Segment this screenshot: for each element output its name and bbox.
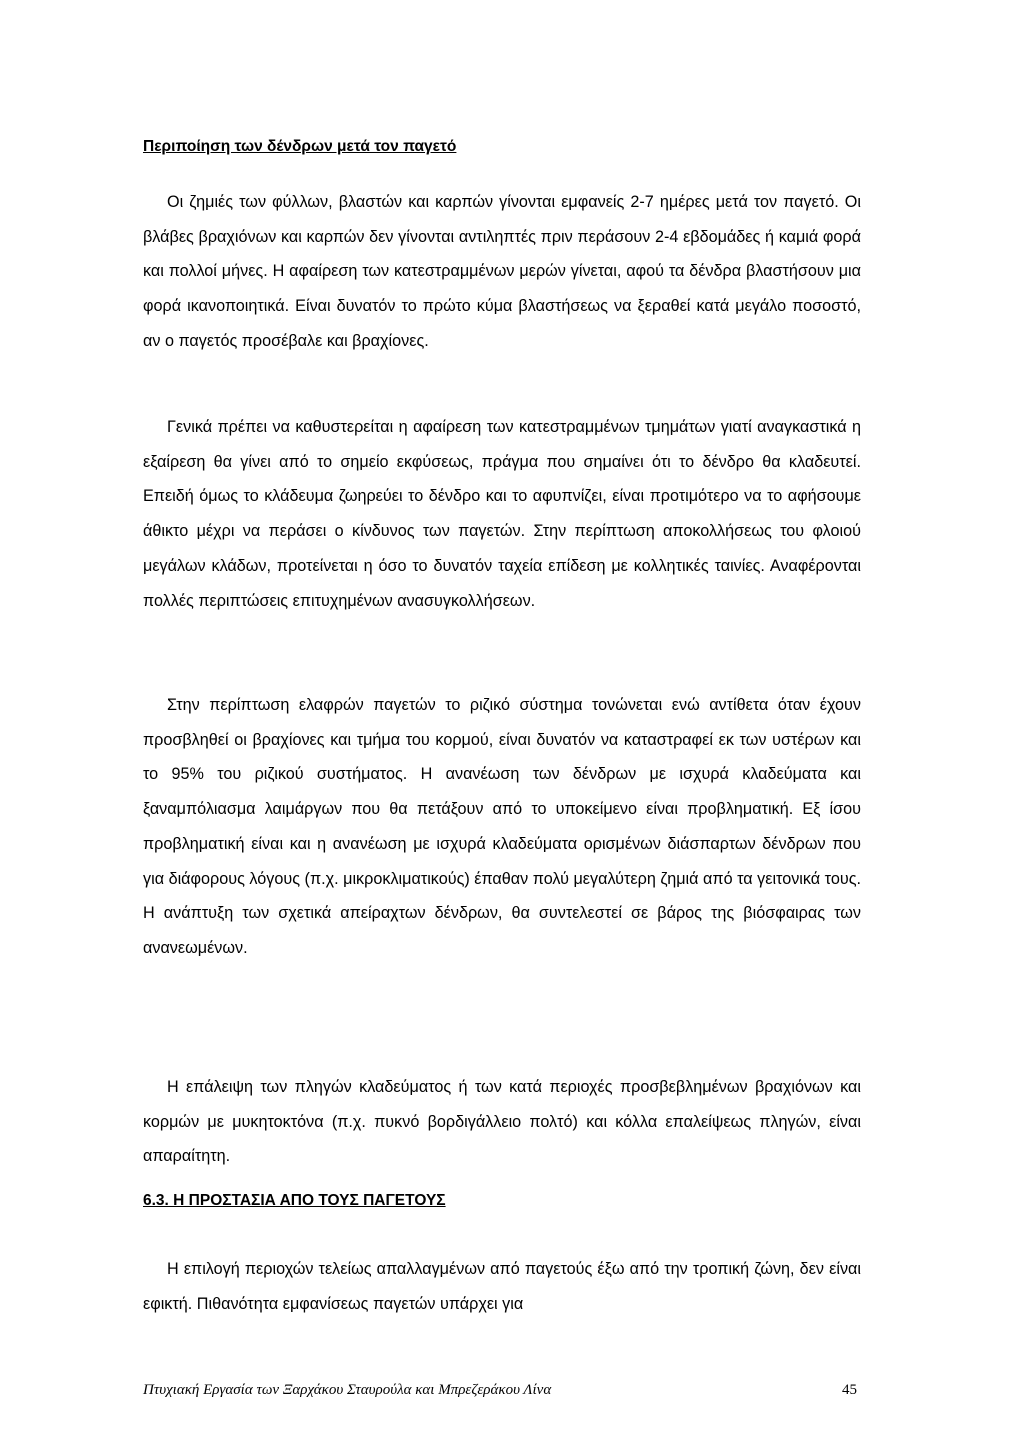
section-heading-protection: 6.3. Η ΠΡΟΣΤΑΣΙΑ ΑΠΟ ΤΟΥΣ ΠΑΓΕΤΟΥΣ	[143, 1192, 446, 1209]
paragraph-frost-damage: Οι ζημιές των φύλλων, βλαστών και καρπών γίνονται εμφανείς 2-7 ημέρες μετά τον παγετό. Οι βλάβες βραχιόνων και καρπών δεν γίνονται αντιληπτές πριν περάσουν 2-4 εβδομάδες ή καμιά φορά και πολλοί μήνες. Η αφαίρεση των κατεστραμμένων μερών γίνεται, αφού τα δένδρα βλαστήσουν μια φορά ικανοποιητικά. Είναι δυνατόν το πρώτο κύμα βλαστήσεως να ξεραθεί κατά μεγάλο ποσοστό, αν ο παγετός προσέβαλε και βραχίονες.	[143, 193, 861, 350]
page-footer	[143, 1382, 857, 1399]
section-title: Περιποίηση των δένδρων μετά τον παγετό	[143, 138, 457, 155]
paragraph-light-frost: Στην περίπτωση ελαφρών παγετών το ριζικό σύστημα τονώνεται ενώ αντίθετα όταν έχουν προσβληθεί οι βραχίονες και τμήμα του κορμού, είναι δυνατόν να καταστραφεί εκ των υστέρων και το 95% του ριζικού συστήματος. Η ανανέωση των δένδρων με ισχυρά κλαδεύματα και ξαναμπόλιασμα λαιμάργων που θα πετάξουν από το υποκείμενο είναι προβληματική. Εξ ίσου προβληματική είναι και η ανανέωση με ισχυρά κλαδεύματα ορισμένων διάσπαρτων δένδρων που για διάφορους λόγους (π.χ. μικροκλιματικούς) έπαθαν πολύ μεγαλύτερη ζημιά από τα γειτονικά τους. Η ανάπτυξη των σχετικά απείραχτων δένδρων, θα συντελεστεί σε βάρος της βιόσφαιρας των ανανεωμένων.	[143, 696, 861, 957]
footer-text: Πτυχιακή Εργασία των Ξαρχάκου Σταυρούλα και Μπρεζεράκου Λίνα	[143, 1382, 552, 1398]
page-number: 45	[842, 1382, 857, 1398]
paragraph-area-selection: Η επιλογή περιοχών τελείως απαλλαγμένων από παγετούς έξω από την τροπική ζώνη, δεν είναι εφικτή. Πιθανότητα εμφανίσεως παγετών υπάρχει για	[143, 1260, 861, 1313]
paragraph-wound-coating: Η επάλειψη των πληγών κλαδεύματος ή των κατά περιοχές προσβεβλημένων βραχιόνων και κορμών με μυκητοκτόνα (π.χ. πυκνό βορδιγάλλειο πολτό) και κόλλα επαλείψεως πληγών, είναι απαραίτητη.	[143, 1078, 861, 1166]
paragraph-delayed-removal: Γενικά πρέπει να καθυστερείται η αφαίρεση των κατεστραμμένων τμημάτων γιατί αναγκαστικά η εξαίρεση θα γίνει από το σημείο εκφύσεως, πράγμα που σημαίνει ότι το δένδρο θα κλαδευτεί. Επειδή όμως το κλάδευμα ζωηρεύει το δένδρο και το αφυπνίζει, είναι προτιμότερο να το αφήσουμε άθικτο μέχρι να περάσει ο κίνδυνος των παγετών. Στην περίπτωση αποκολλήσεως του φλοιού μεγάλων κλάδων, προτείνεται η όσο το δυνατόν ταχεία επίδεση με κολλητικές ταινίες. Αναφέρονται πολλές περιπτώσεις επιτυχημένων ανασυγκολλήσεων.	[143, 418, 861, 610]
